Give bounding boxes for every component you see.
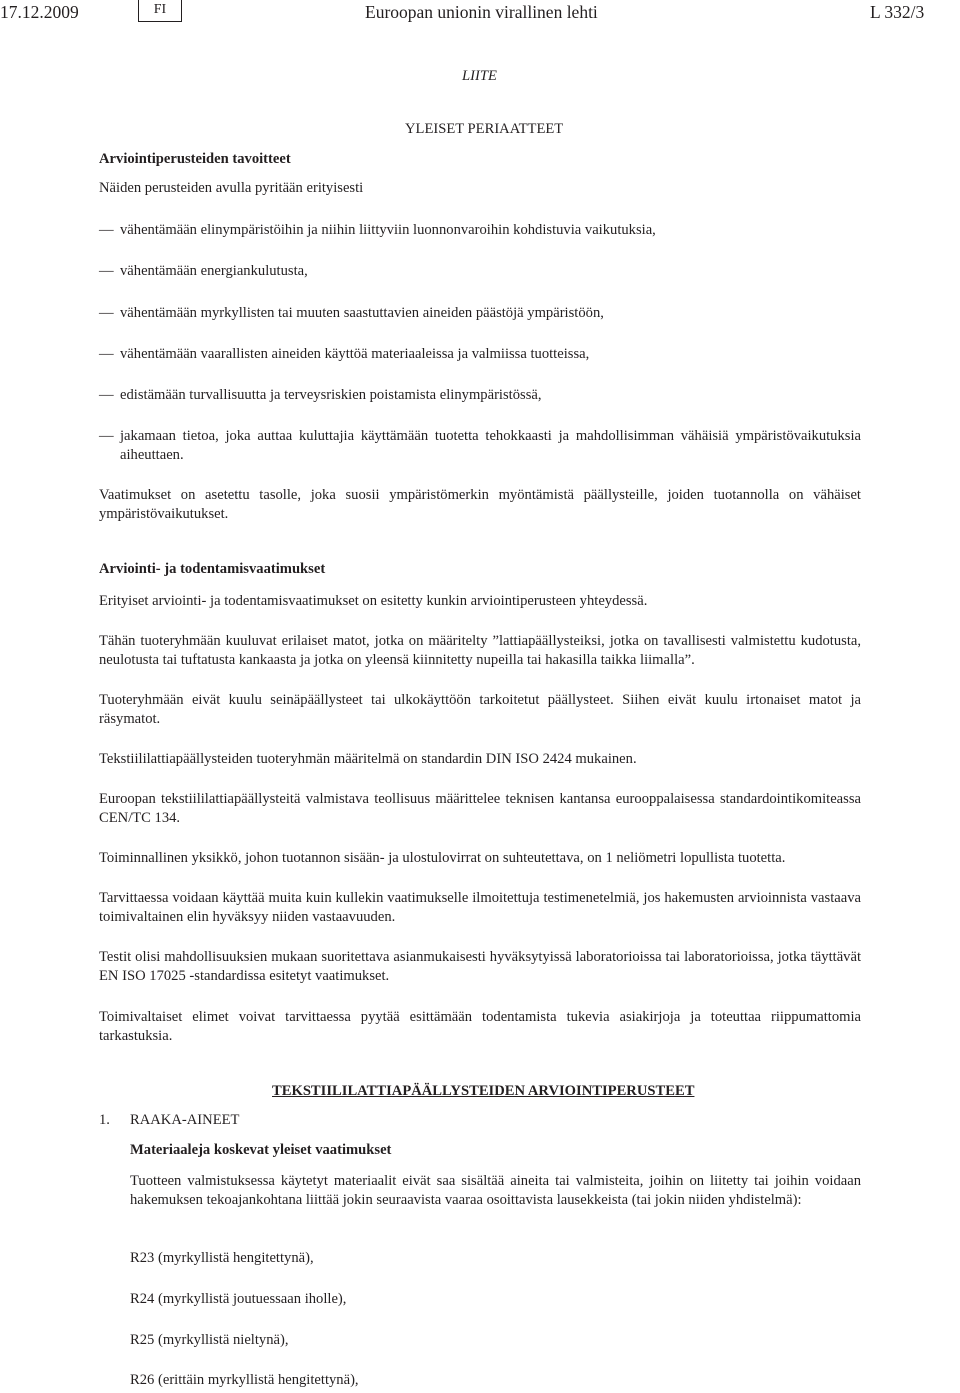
assessment-paragraph: Tarvittaessa voidaan käyttää muita kuin kullekin vaatimukselle ilmoitettuja testimenetelmiä, jos hakemusten arvioinnista vastaava toimivaltainen elin hyväksyy niiden vastaavuuden. xyxy=(99,890,861,925)
risk-phrase: R26 (erittäin myrkyllistä hengitettynä), xyxy=(130,1372,359,1388)
list-dash: — xyxy=(99,263,114,279)
risk-phrase: R23 (myrkyllistä hengitettynä), xyxy=(130,1250,314,1266)
assessment-paragraph: Toimivaltaiset elimet voivat tarvittaessa pyytää esittämään todentamista tukevia asiakirjoja ja toteuttaa riippumattomia tarkastuksia. xyxy=(99,1009,861,1044)
objective-item: vähentämään vaarallisten aineiden käyttöä materiaaleissa ja valmiissa tuotteissa, xyxy=(120,346,590,362)
assessment-paragraph: Testit olisi mahdollisuuksien mukaan suoritettava asianmukaisesti hyväksytyissä laboratorioissa tai laboratorioissa, jotka täyttävät EN ISO 17025 -standardissa esitetyt vaatimukset. xyxy=(99,949,861,984)
section-subheading: Materiaaleja koskevat yleiset vaatimukset xyxy=(130,1142,392,1158)
assessment-paragraph: Toiminnallinen yksikkö, johon tuotannon sisään- ja ulostulovirrat on suhteutettava, on 1 neliömetri lopullista tuotetta. xyxy=(99,850,786,866)
risk-phrase: R25 (myrkyllistä nieltynä), xyxy=(130,1332,289,1348)
assessment-paragraph: Tähän tuoteryhmään kuuluvat erilaiset matot, jotka on määritelty ”lattiapäällysteiksi, jotka on tavallisesti valmistettu kudotusta, neulotusta tai tuftatusta kankaasta ja jotka on yleensä kiinnitetty nupeilla tai hakasilla taikka liimalla”. xyxy=(99,633,861,668)
objective-item: vähentämään energiankulutusta, xyxy=(120,263,308,279)
assessment-paragraph: Euroopan tekstiililattiapäällysteitä valmistava teollisuus määrittelee teknisen kantansa eurooppalaisessa standardointikomiteassa CEN/TC 134. xyxy=(99,791,861,826)
section-number: 1. xyxy=(99,1112,110,1128)
assessment-paragraph: Tuoteryhmään eivät kuulu seinäpäällysteet tai ulkokäyttöön tarkoitetut päällysteet. Siihen eivät kuulu irtonaiset matot ja räsymatot. xyxy=(99,692,861,727)
objective-item: vähentämään myrkyllisten tai muuten saastuttavien aineiden päästöjä ympäristöön, xyxy=(120,305,604,321)
section-title: RAAKA-AINEET xyxy=(130,1112,240,1128)
objective-item: vähentämään elinympäristöihin ja niihin liittyviin luonnonvaroihin kohdistuvia vaikutuksia, xyxy=(120,222,656,238)
list-dash: — xyxy=(99,387,114,403)
list-dash: — xyxy=(99,222,114,238)
publication-date: 17.12.2009 xyxy=(0,2,79,22)
assessment-paragraph: Tekstiililattiapäällysteiden tuoteryhmän määritelmä on standardin DIN ISO 2424 mukainen. xyxy=(99,751,637,767)
objectives-intro: Näiden perusteiden avulla pyritään erityisesti xyxy=(99,180,364,196)
list-dash: — xyxy=(99,305,114,321)
objectives-closing: Vaatimukset on asetettu tasolle, joka suosii ympäristömerkin myöntämistä päällysteille, joiden tuotannolla on vähäiset ympäristövaikutukset. xyxy=(99,487,861,522)
criteria-title: TEKSTIILILATTIAPÄÄLLYSTEIDEN ARVIOINTIPERUSTEET xyxy=(272,1083,695,1099)
assessment-paragraph: Erityiset arviointi- ja todentamisvaatimukset on esitetty kunkin arviointiperusteen yhteydessä. xyxy=(99,593,648,609)
section-text: Tuotteen valmistuksessa käytetyt materiaalit eivät saa sisältää aineita tai valmisteita, joihin on liitetty tai joihin voidaan hakemuksen tekoajankohtana liittää jokin seuraavista vaaraa osoittavista lausekkeista (tai jokin niiden yhdistelmä): xyxy=(130,1173,861,1208)
list-dash: — xyxy=(99,428,114,444)
objective-item: jakamaan tietoa, joka auttaa kuluttajia käyttämään tuotetta tehokkaasti ja mahdollisimman vähäisiä ympäristövaikutuksia aiheuttaen. xyxy=(120,428,861,463)
annex-label: LIITE xyxy=(462,68,497,84)
objectives-heading: Arviointiperusteiden tavoitteet xyxy=(99,151,291,167)
page-reference: L 332/3 xyxy=(870,2,925,22)
general-principles-title: YLEISET PERIAATTEET xyxy=(405,121,564,137)
language-code-box: FI xyxy=(138,0,182,22)
assessment-heading: Arviointi- ja todentamisvaatimukset xyxy=(99,561,326,577)
risk-phrase: R24 (myrkyllistä joutuessaan iholle), xyxy=(130,1291,347,1307)
objective-item: edistämään turvallisuutta ja terveysriskien poistamista elinympäristössä, xyxy=(120,387,542,403)
list-dash: — xyxy=(99,346,114,362)
journal-title: Euroopan unionin virallinen lehti xyxy=(365,2,598,22)
